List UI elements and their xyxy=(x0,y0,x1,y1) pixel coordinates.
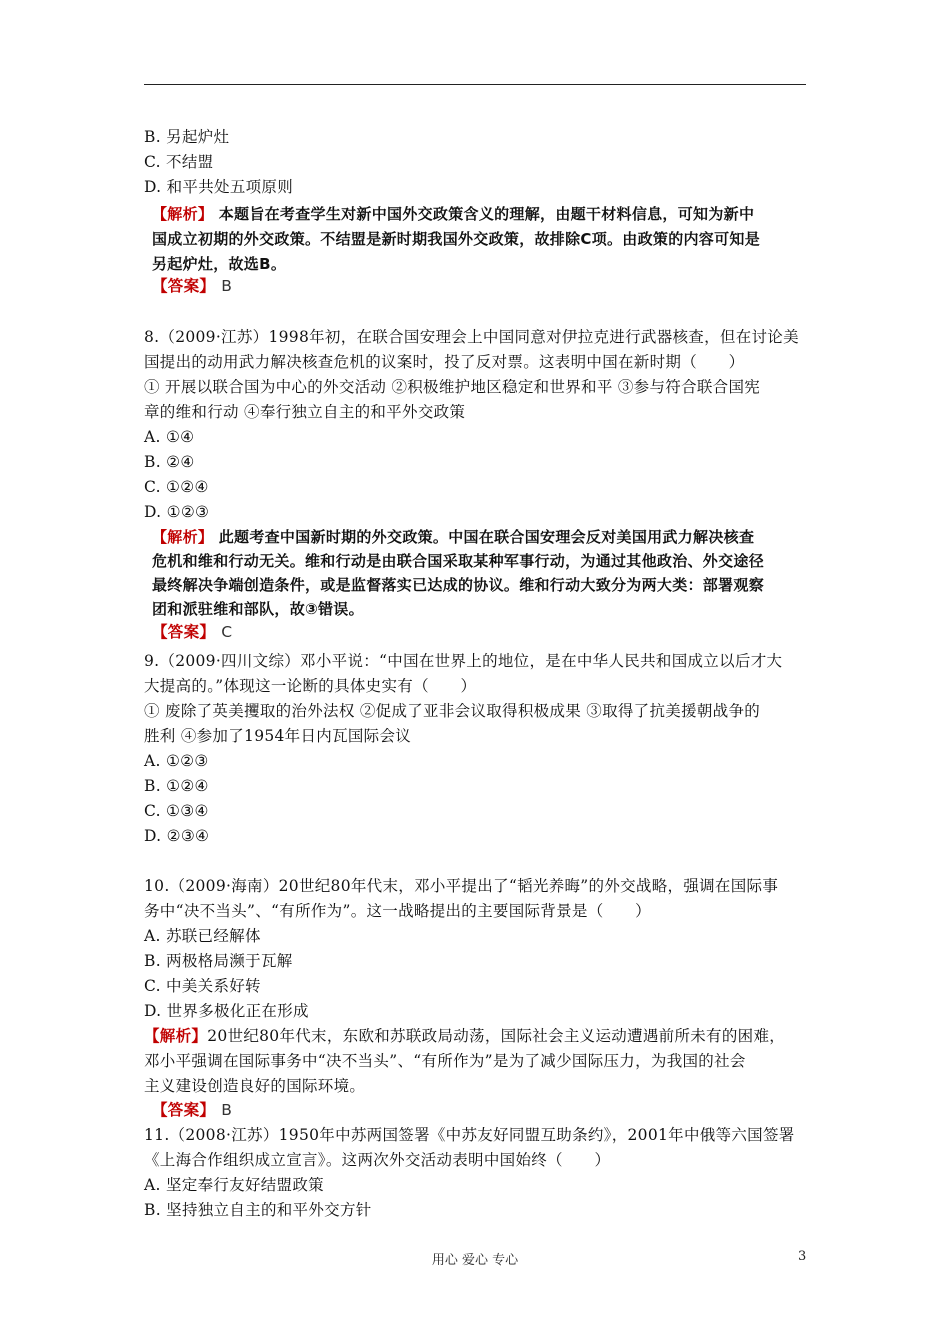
q8-stem-line-4: 章的维和行动 ④奉行独立自主的和平外交政策 xyxy=(144,403,466,421)
q10-option-c: C. 中美关系好转 xyxy=(144,977,261,995)
q7-answer: 【答案】 B xyxy=(152,277,233,295)
q10-answer: 【答案】 B xyxy=(152,1101,233,1119)
analysis-tag: 【解析】 xyxy=(152,205,214,223)
q10-option-a: A. 苏联已经解体 xyxy=(144,927,261,945)
q10-option-b: B. 两极格局濒于瓦解 xyxy=(144,952,293,970)
q8-analysis-line-2: 危机和维和行动无关。维和行动是由联合国采取某种军事行动，为通过其他政治、外交途径 xyxy=(152,552,765,570)
q8-option-c: C. ①②④ xyxy=(144,478,209,496)
q8-analysis-line-1: 【解析】 此题考查中国新时期的外交政策。中国在联合国安理会反对美国用武力解决核查 xyxy=(152,528,755,546)
q7-option-b: B. 另起炉灶 xyxy=(144,128,230,146)
q9-stem-line-1: 9.（2009·四川文综）邓小平说：“中国在世界上的地位，是在中华人民共和国成立以后才大 xyxy=(144,652,783,670)
q9-option-b: B. ①②④ xyxy=(144,777,209,795)
q11-stem-line-1: 11.（2008·江苏）1950年中苏两国签署《中苏友好同盟互助条约》，2001年中俄等六国签署 xyxy=(144,1126,795,1144)
q8-stem-line-2: 国提出的动用武力解决核查危机的议案时，投了反对票。这表明中国在新时期（ ） xyxy=(144,353,745,371)
q10-analysis-line-2: 邓小平强调在国际事务中“决不当头”、“有所作为”是为了减少国际压力，为我国的社会 xyxy=(144,1052,746,1070)
analysis-tag: 【解析】 xyxy=(152,528,214,546)
q9-option-a: A. ①②③ xyxy=(144,752,209,770)
q8-option-a: A. ①④ xyxy=(144,428,195,446)
header-rule xyxy=(144,84,806,85)
page-number: 3 xyxy=(798,1249,807,1264)
q11-option-b: B. 坚持独立自主的和平外交方针 xyxy=(144,1201,372,1219)
q8-answer: 【答案】 C xyxy=(152,623,233,641)
q8-analysis-line-4: 团和派驻维和部队，故③错误。 xyxy=(152,600,364,618)
q7-analysis-line-3: 另起炉灶，故选B。 xyxy=(152,255,287,273)
q7-option-d: D. 和平共处五项原则 xyxy=(144,178,294,196)
q8-analysis-line-3: 最终解决争端创造条件，或是监督落实已达成的协议。维和行动大致分为两大类：部署观察 xyxy=(152,576,765,594)
analysis-tag: 【解析】 xyxy=(144,1027,208,1045)
q7-analysis-line-2: 国成立初期的外交政策。不结盟是新时期我国外交政策，故排除C项。由政策的内容可知是 xyxy=(152,230,761,248)
q9-stem-line-3: ① 废除了英美攫取的治外法权 ②促成了亚非会议取得积极成果 ③取得了抗美援朝战争的 xyxy=(144,702,761,720)
q8-stem-line-3: ① 开展以联合国为中心的外交活动 ②积极维护地区稳定和世界和平 ③参与符合联合国宪 xyxy=(144,378,761,396)
q8-option-b: B. ②④ xyxy=(144,453,195,471)
footer-slogan: 用心 爱心 专心 xyxy=(431,1253,519,1268)
q10-stem-line-2: 务中“决不当头”、“有所作为”。这一战略提出的主要国际背景是（ ） xyxy=(144,902,651,920)
q9-stem-line-2: 大提高的。”体现这一论断的具体史实有（ ） xyxy=(144,677,477,695)
q11-option-a: A. 坚定奉行友好结盟政策 xyxy=(144,1176,324,1194)
q7-option-c: C. 不结盟 xyxy=(144,153,214,171)
q10-stem-line-1: 10.（2009·海南）20世纪80年代末，邓小平提出了“韬光养晦”的外交战略，强调在国际事 xyxy=(144,877,779,895)
q7-analysis-line-1: 【解析】 本题旨在考查学生对新中国外交政策含义的理解，由题干材料信息，可知为新中 xyxy=(152,205,755,223)
q8-option-d: D. ①②③ xyxy=(144,503,210,521)
q9-option-c: C. ①③④ xyxy=(144,802,209,820)
answer-tag: 【答案】 xyxy=(152,623,216,641)
q9-stem-line-4: 胜利 ④参加了1954年日内瓦国际会议 xyxy=(144,727,412,745)
answer-tag: 【答案】 xyxy=(152,277,216,295)
answer-tag: 【答案】 xyxy=(152,1101,216,1119)
q11-stem-line-2: 《上海合作组织成立宣言》。这两次外交活动表明中国始终（ ） xyxy=(144,1151,611,1169)
q10-analysis-line-1: 【解析】20世纪80年代末，东欧和苏联政局动荡，国际社会主义运动遭遇前所未有的困难， xyxy=(144,1027,786,1045)
q10-analysis-line-3: 主义建设创造良好的国际环境。 xyxy=(144,1077,366,1095)
q9-option-d: D. ②③④ xyxy=(144,827,210,845)
q8-stem-line-1: 8.（2009·江苏）1998年初，在联合国安理会上中国同意对伊拉克进行武器核查，但在讨论美 xyxy=(144,328,799,346)
q10-option-d: D. 世界多极化正在形成 xyxy=(144,1002,309,1020)
